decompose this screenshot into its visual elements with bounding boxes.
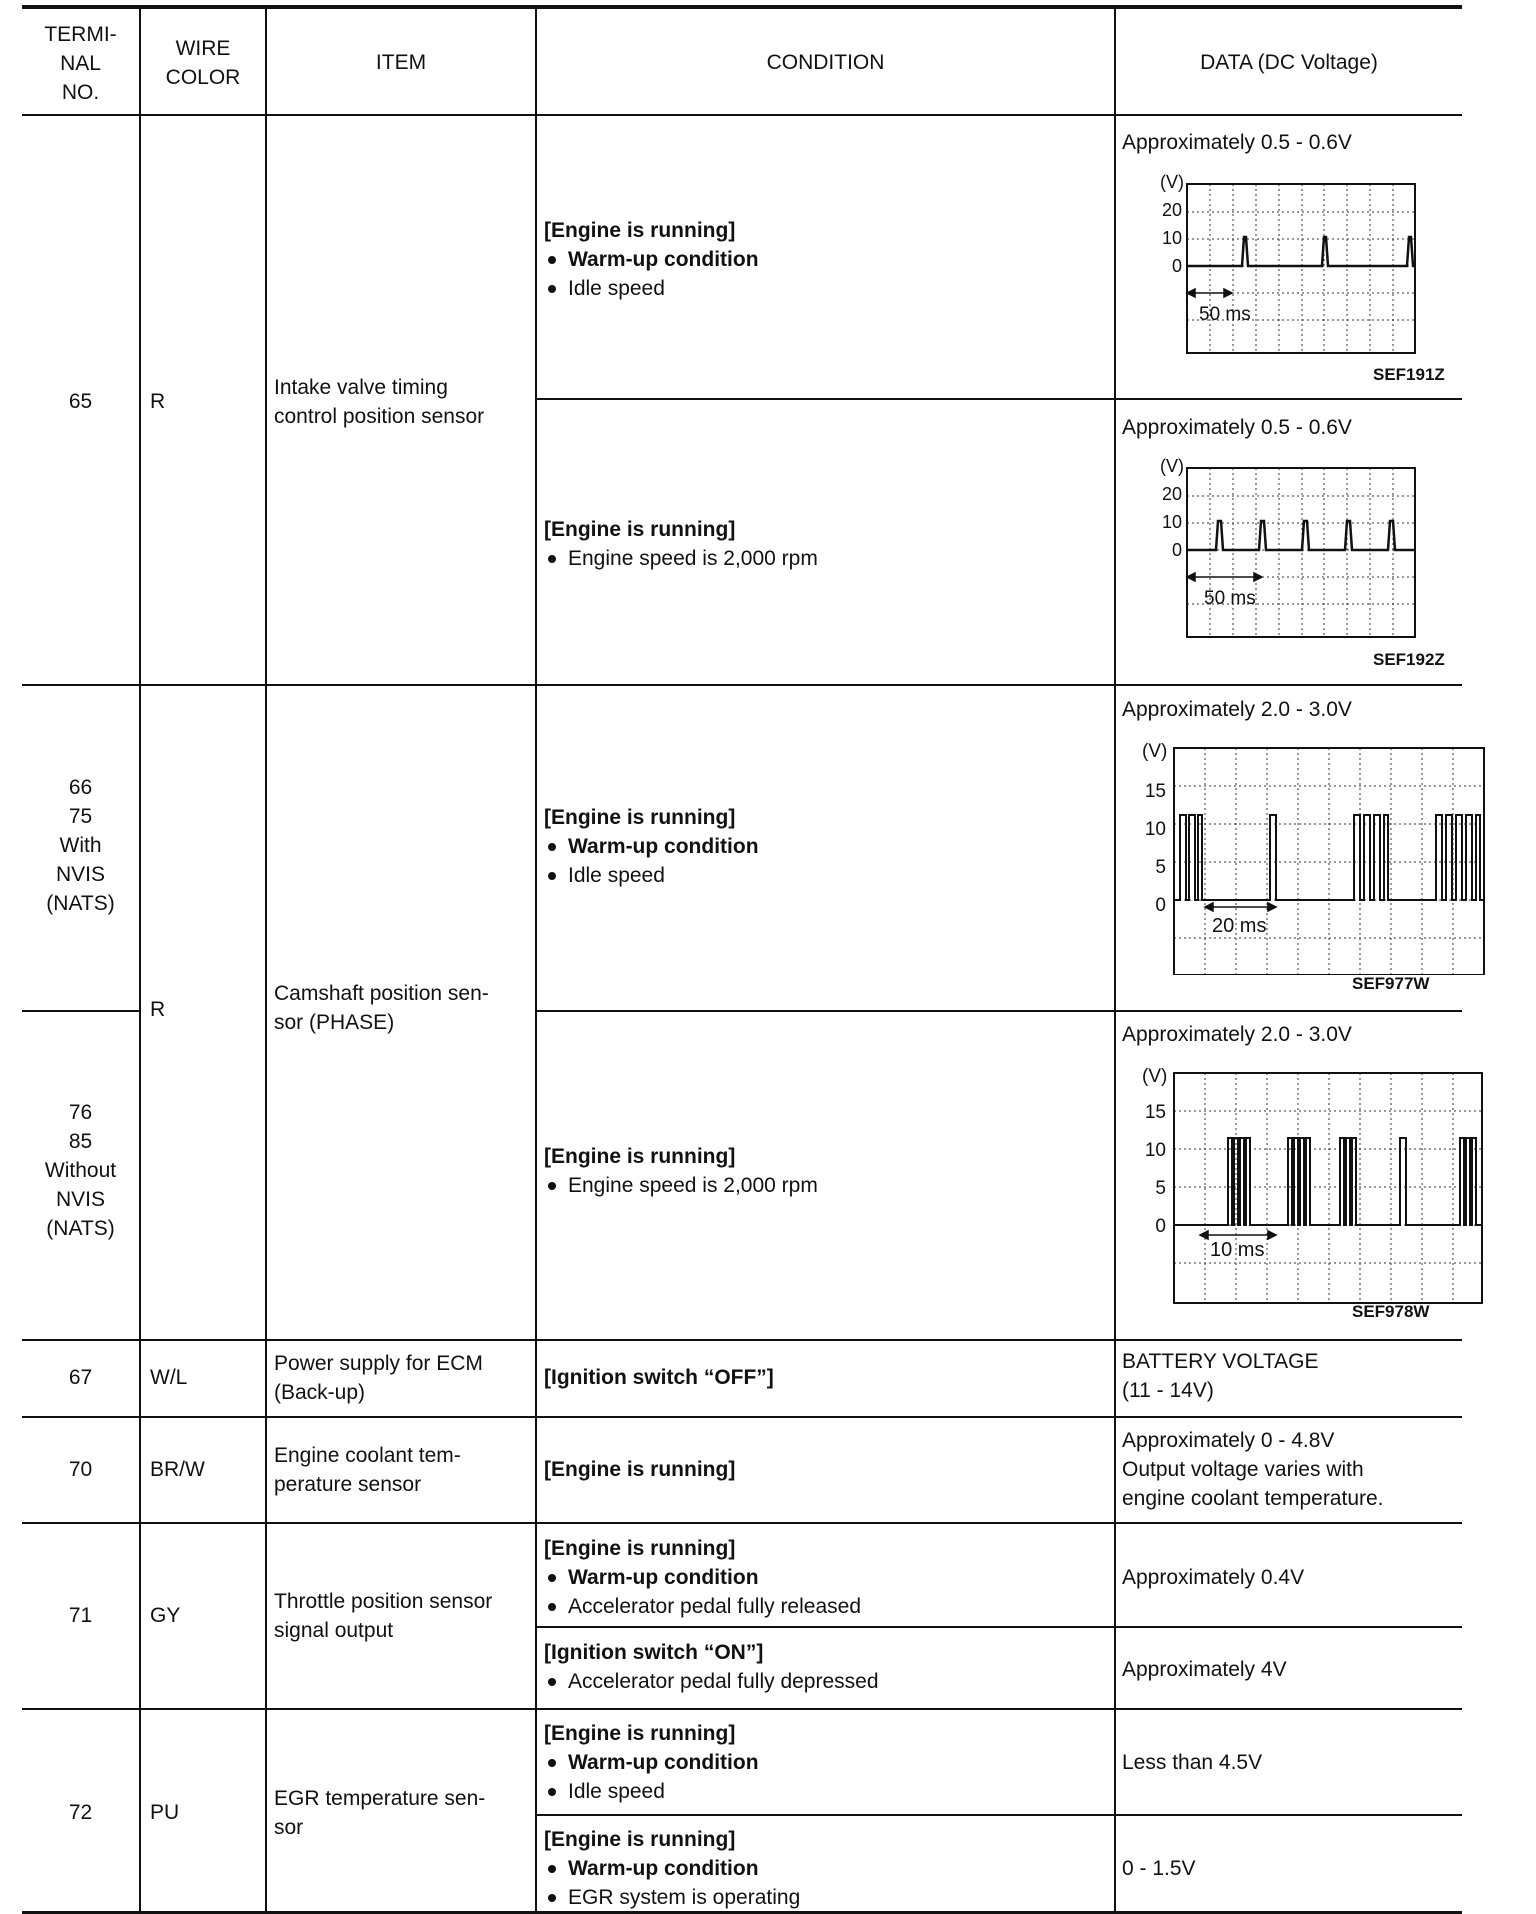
figure-code: SEF192Z <box>1373 650 1445 669</box>
row-rule <box>22 1708 1462 1710</box>
graph-frame <box>1187 184 1415 353</box>
condition: [Engine is running] <box>544 1458 736 1481</box>
graph-grid <box>1187 184 1415 353</box>
bullet <box>548 1894 556 1902</box>
header-rule <box>22 114 1462 116</box>
wire-color: R <box>150 390 166 413</box>
y-tick-label: 20 <box>1161 200 1182 220</box>
bullet <box>548 285 556 293</box>
graph-frame <box>1174 1073 1482 1303</box>
row-rule <box>22 1416 1462 1418</box>
col-rule <box>139 7 141 1913</box>
bullet <box>548 1865 556 1873</box>
bullet <box>548 1759 556 1767</box>
sub-rule <box>536 398 1462 400</box>
condition: [Ignition switch “OFF”] <box>544 1366 774 1389</box>
row-rule <box>22 1339 1462 1341</box>
ecm-terminal-table: TERMI- NAL NO. WIRE COLOR ITEM CONDITION DATA (DC Voltage) 65 R Intake valve timing control position sensor [Engine is running] Warm-up condition Idle speed Approximately 0.5 - 0.6V (V) 20 10 0 50 ms SEF191Z [Engine is running] Engine speed is 2,000 rpm Approximately 0.5 - 0.6V (V) 20 10 0 50 ms SEF192Z 66 75 With NVIS (NATS) 76 85 Without NVIS (NATS) R Camshaft position sen- sor (PHASE) [Engine is running] Warm-up condition Idle speed Approximately 2.0 - 3.0V (V) 15 10 5 0 20 ms SEF977W [Engine is running] Engine speed is 2,000 rpm Approximately 2.0 - 3.0V (V) 15 10 5 0 10 ms SEF978W 67 W/L Power supply for ECM (Back-up) [Ignition switch “OFF”] BATTERY VOLTAGE (11 - 14V) 70 BR/W Engine coolant tem- perature sensor [Engine is running] Approximately 0 - 4.8V Output voltage varies with engine coolant temperature. 71 GY Throttle position sensor signal output [Engine is running] Warm-up condition Accelerator pedal fully released Approximately 0.4V [Ignition switch “ON”] Accelerator pedal fully depressed Approximately 4V 72 PU EGR temperature sen- sor [Engine is running] Warm-up condition Idle speed Less than 4.5V [Engine is running] Warm-up condition EGR system is operating 0 - 1.5V <box>0 0 1536 1914</box>
sub-rule <box>536 1010 1462 1012</box>
waveform-plot <box>1130 735 1490 975</box>
bullet <box>548 1574 556 1582</box>
wire-color: PU <box>150 1801 180 1824</box>
row-rule <box>22 1522 1462 1524</box>
bullet <box>548 1182 556 1190</box>
waveform-plot <box>1152 168 1422 358</box>
time-scale-label: 50 ms <box>1204 588 1256 609</box>
waveform-plot <box>1152 452 1422 642</box>
waveform-trace <box>1187 521 1415 550</box>
graph-unit: (V) <box>1142 741 1168 762</box>
data-value: Approximately 0.5 - 0.6V <box>1122 416 1352 439</box>
data-value: Approximately 0.4V <box>1122 1566 1305 1589</box>
y-tick-label: 0 <box>1155 895 1166 916</box>
terminal-no: 71 <box>68 1604 93 1627</box>
y-tick-label: 10 <box>1161 512 1182 532</box>
wire-color: W/L <box>150 1366 188 1389</box>
time-scale-arrow <box>1200 1231 1276 1239</box>
col-rule <box>535 7 537 1913</box>
data-value: Approximately 2.0 - 3.0V <box>1122 1023 1352 1046</box>
terminal-no: 67 <box>68 1366 93 1389</box>
time-scale-label: 10 ms <box>1210 1239 1265 1261</box>
row-rule <box>22 684 1462 686</box>
y-tick-label: 15 <box>1144 781 1166 802</box>
y-tick-label: 10 <box>1161 228 1182 248</box>
terminal-no: 65 <box>68 390 93 413</box>
data-value: Less than 4.5V <box>1122 1751 1263 1774</box>
y-tick-label: 0 <box>1155 1216 1166 1237</box>
time-scale-label: 50 ms <box>1199 304 1251 325</box>
wire-color: BR/W <box>150 1458 205 1481</box>
header-condition: CONDITION <box>766 51 885 74</box>
graph-grid <box>1187 468 1415 637</box>
data-value: Approximately 0.5 - 0.6V <box>1122 131 1352 154</box>
graph-grid <box>1174 748 1484 975</box>
waveform-trace <box>1174 1138 1482 1225</box>
time-scale-label: 20 ms <box>1212 915 1267 937</box>
data-value: Approximately 2.0 - 3.0V <box>1122 698 1352 721</box>
header-data: DATA (DC Voltage) <box>1200 51 1378 74</box>
graph-unit: (V) <box>1160 456 1184 476</box>
bullet <box>548 1788 556 1796</box>
y-tick-label: 0 <box>1171 256 1182 276</box>
sub-rule <box>22 1010 140 1012</box>
bullet <box>548 555 556 563</box>
graph-unit: (V) <box>1160 172 1184 192</box>
waveform-graph-sef191z <box>1152 168 1422 358</box>
bullet <box>548 872 556 880</box>
terminal-no: 72 <box>68 1801 93 1824</box>
waveform-graph-sef192z <box>1152 452 1422 642</box>
data-value: 0 - 1.5V <box>1122 1857 1196 1880</box>
waveform-trace <box>1174 815 1484 900</box>
bullet <box>548 256 556 264</box>
y-tick-label: 0 <box>1171 540 1182 560</box>
graph-unit: (V) <box>1142 1066 1168 1087</box>
wire-color: R <box>150 998 166 1021</box>
figure-code: SEF977W <box>1352 974 1430 993</box>
terminal-no: 70 <box>68 1458 93 1481</box>
y-tick-label: 10 <box>1144 1140 1166 1161</box>
y-tick-label: 5 <box>1155 857 1166 878</box>
wire-color: GY <box>150 1604 181 1627</box>
sub-rule <box>536 1626 1462 1628</box>
header-item: ITEM <box>375 51 427 74</box>
col-rule <box>1114 7 1116 1913</box>
col-rule <box>265 7 267 1913</box>
sub-rule <box>536 1814 1462 1816</box>
bullet <box>548 1603 556 1611</box>
waveform-graph-sef977w <box>1130 735 1490 975</box>
data-value: Approximately 4V <box>1122 1658 1287 1681</box>
y-tick-label: 5 <box>1155 1178 1166 1199</box>
waveform-graph-sef978w <box>1130 1058 1490 1308</box>
y-tick-label: 10 <box>1144 819 1166 840</box>
bullet <box>548 843 556 851</box>
waveform-trace <box>1187 237 1415 266</box>
waveform-plot <box>1130 1058 1490 1308</box>
top-rule <box>22 5 1462 9</box>
y-tick-label: 20 <box>1161 484 1182 504</box>
graph-frame <box>1187 468 1415 637</box>
time-scale-arrow <box>1205 903 1276 911</box>
bullet <box>548 1678 556 1686</box>
time-scale-arrow <box>1187 573 1262 581</box>
figure-code: SEF191Z <box>1373 365 1445 384</box>
y-tick-label: 15 <box>1144 1102 1166 1123</box>
graph-grid <box>1174 1073 1482 1303</box>
figure-code: SEF978W <box>1352 1302 1430 1321</box>
